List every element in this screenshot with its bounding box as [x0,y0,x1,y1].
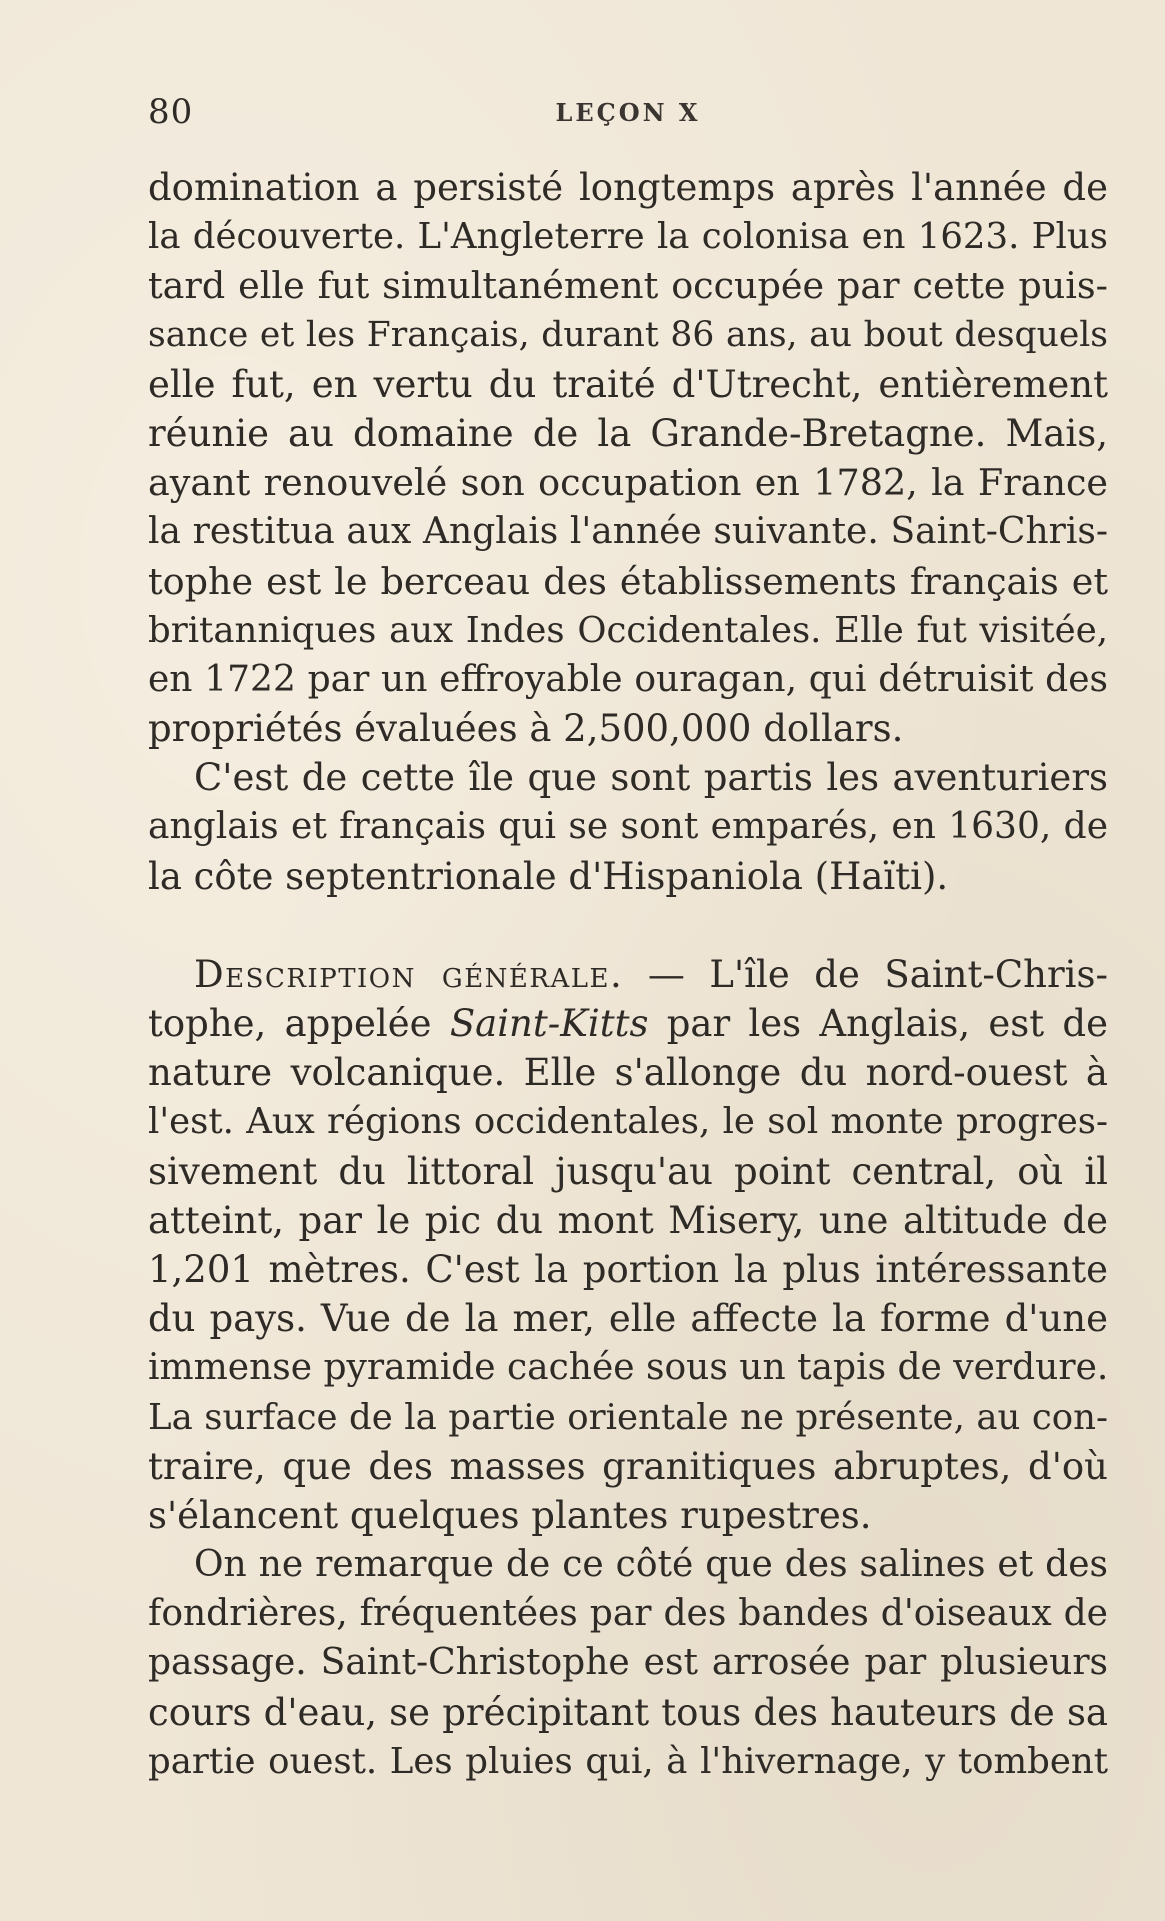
text-line [148,999,1108,1048]
text-line: sance et les Français, durant 86 ans, au bout desquels [148,314,1108,355]
heading-dash: — [623,952,710,996]
text-line: propriétés évaluées à 2,500,000 dollars. [148,707,904,751]
text-line: cours d'eau, se précipitant tous des hauteurs de sa [148,1690,1108,1734]
text-line: elle fut, en vertu du traité d'Utrecht, entièrement [148,362,1108,406]
paragraph-continuation [148,163,1108,753]
text-line: partie ouest. Les pluies qui, à l'hivernage, y tombent [148,1740,1108,1782]
text-line: l'est. Aux régions occidentales, le sol monte progres- [148,1101,1108,1143]
text-line: britanniques aux Indes Occidentales. Elle fut visitée, [148,609,1108,651]
italic-term: Saint-Kitts [449,1002,649,1045]
page-number: 80 [148,92,194,132]
text-line: la côte septentrionale d'Hispaniola (Haïti). [148,854,949,898]
text-line: passage. Saint-Christophe est arrosée par plusieurs [148,1642,1108,1684]
text-fragment: par les Anglais, est de [648,1002,1108,1045]
section-gap [148,901,1108,950]
text-line: traire, que des masses granitiques abruptes, d'où [148,1444,1108,1488]
running-title: LEÇON X [555,98,701,127]
text-line: tard elle fut simultanément occupée par cette puis- [148,264,1108,308]
text-line: sivement du littoral jusqu'au point central, où il [148,1149,1108,1193]
paragraph-salines [148,1540,1108,1786]
text-line: s'élancent quelques plantes rupestres. [148,1493,872,1537]
text-line: ayant renouvelé son occupation en 1782, la France [148,461,1108,505]
text-line: tophe est le berceau des établissements français et [148,559,1108,603]
text-line: immense pyramide cachée sous un tapis de verdure. [148,1347,1108,1389]
text-fragment: L'île de Saint-Chris- [709,952,1108,996]
text-line [148,950,1108,999]
text-line: La surface de la partie orientale ne présente, au con- [148,1396,1108,1438]
text-line: 1,201 mètres. C'est la portion la plus intéressante [148,1247,1108,1291]
text-line: nature volcanique. Elle s'allonge du nord-ouest à [148,1051,1108,1095]
text-line: du pays. Vue de la mer, elle affecte la forme d'une [148,1297,1108,1341]
text-line: la découverte. L'Angleterre la colonisa en 1623. Plus [148,216,1108,258]
section-heading: Description générale. [194,952,624,996]
text-line: réunie au domaine de la Grande-Bretagne. Mais, [148,411,1108,455]
text-line: domination a persisté longtemps après l'année de [148,166,1108,209]
text-line: anglais et français qui se sont emparés, en 1630, de [148,806,1108,848]
text-line: fondrières, fréquentées par des bandes d'oiseaux de [148,1593,1108,1635]
text-fragment: tophe, appelée [148,1002,450,1045]
section-description-generale [148,950,1108,1540]
text-line: atteint, par le pic du mont Misery, une altitude de [148,1198,1108,1242]
body-text [148,163,1108,1786]
text-line: On ne remarque de ce côté que des salines et des [194,1544,1108,1586]
text-line: en 1722 par un effroyable ouragan, qui détruisit des [148,658,1108,700]
text-line: la restitua aux Anglais l'année suivante. Saint-Chris- [148,511,1108,553]
paragraph-aventuriers [148,753,1108,901]
text-line: C'est de cette île que sont partis les aventuriers [194,756,1108,800]
page-header [148,92,1108,136]
